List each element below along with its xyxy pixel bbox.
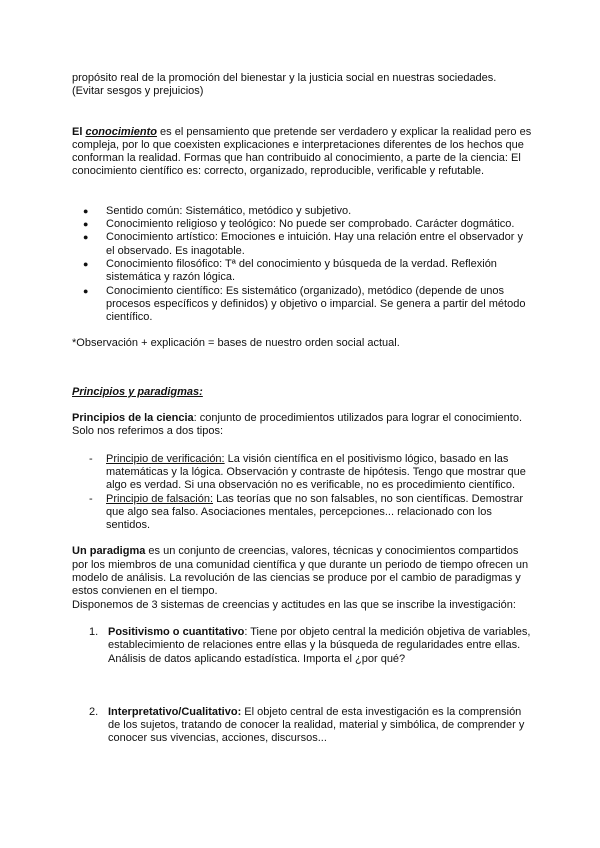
list-number: 2. [89,705,99,718]
conocimiento-term: conocimiento [85,125,157,138]
conocimiento-paragraph [72,126,532,179]
sistema-term: Positivismo o cuantitativo [108,625,245,638]
sistema-term: Interpretativo/Cualitativo: [108,705,242,718]
conocimiento-text: es el pensamiento que pretende ser verdadero y explicar la realidad pero es compleja, por lo que coexisten explicaciones e interpretaciones diferentes de los hechos que conforman la realidad. Formas que han contribuido al conocimiento, a parte de la ciencia: El conocimiento científico es: correcto, organizado, reproducible, verificable y refutable. [72,125,532,178]
sistema-text: : Tiene por objeto central la medición objetiva de variables, establecimiento de relaciones entre ellas y la búsqueda de regularidades entre ellas. Análisis de datos aplicando estadística. Importa el ¿por qué? [108,625,531,665]
document-page [72,72,532,746]
principios-paragraph [72,412,532,439]
sistema-text: El objeto central de esta investigación es la comprensión de los sujetos, tratando de conocer la realidad, material y simbólica, de comprender y conocer sus vivencias, acciones, discursos... [108,705,525,745]
section-heading: Principios y paradigmas: [72,385,203,398]
principios-term: Principios de la ciencia [72,412,194,425]
list-item [72,453,532,493]
tipos-conocimiento-list [72,205,532,325]
list-item: ● Conocimiento religioso y teológico: No puede ser comprobado. Carácter dogmático. [72,218,532,231]
intro-line-1: propósito real de la promoción del bienestar y la justicia social en nuestras sociedades. [72,72,497,84]
list-item: ● Conocimiento filosófico: Tª del conocimiento y búsqueda de la verdad. Reflexión sistemática y razón lógica. [72,258,532,285]
principio-falsacion-text: Las teorías que no son falsables, no son científicas. Demostrar que algo sea falso. Asociaciones mentales, percepciones... relacionado con los sentidos. [106,492,524,532]
list-item [72,493,532,533]
list-number: 1. [89,625,99,638]
nota-observacion: *Observación + explicación = bases de nuestro orden social actual. [72,337,400,350]
intro-line-2: (Evitar sesgos y prejuicios) [72,85,204,98]
principio-verificacion-label: Principio de verificación: [106,452,225,465]
list-item: ● Sentido común: Sistemático, metódico y subjetivo. [72,205,532,218]
sistemas-intro: Disponemos de 3 sistemas de creencias y actitudes en las que se inscribe la investigación: [72,598,516,611]
principio-verificacion-text: La visión científica en el positivismo lógico, basado en las matemáticas y la lógica. Observación y contraste de hipótesis. Tengo que mostrar que algo es verdad. Si una observación no es verificable, no es procedimiento científico. [106,452,526,492]
paradigma-term: Un paradigma [72,545,146,558]
list-item: ● Conocimiento artístico: Emociones e intuición. Hay una relación entre el observador y el observado. Es inagotable. [72,231,532,258]
list-item [72,706,532,746]
paradigma-text: es un conjunto de creencias, valores, técnicas y conocimientos compartidos por los miembros de una comunidad científica y que durante un periodo de tiempo ofrecen un modelo de análisis. La revolución de las ciencias se produce por el cambio de paradigmas y estos convienen en el tiempo. [72,545,529,598]
list-item: ● Conocimiento científico: Es sistemático (organizado), metódico (depende de unos procesos específicos y definidos) y objetivo o imparcial. Se genera a partir del método científico. [72,285,532,325]
conocimiento-lead: El [72,125,83,138]
principios-list [72,453,532,533]
principio-falsacion-label: Principio de falsación: [106,492,214,505]
principios-text: : conjunto de procedimientos utilizados para lograr el conocimiento. Solo nos referimos a dos tipos: [72,412,523,438]
paradigma-paragraph [72,545,532,598]
list-item [72,626,532,666]
sistemas-list [72,626,532,746]
